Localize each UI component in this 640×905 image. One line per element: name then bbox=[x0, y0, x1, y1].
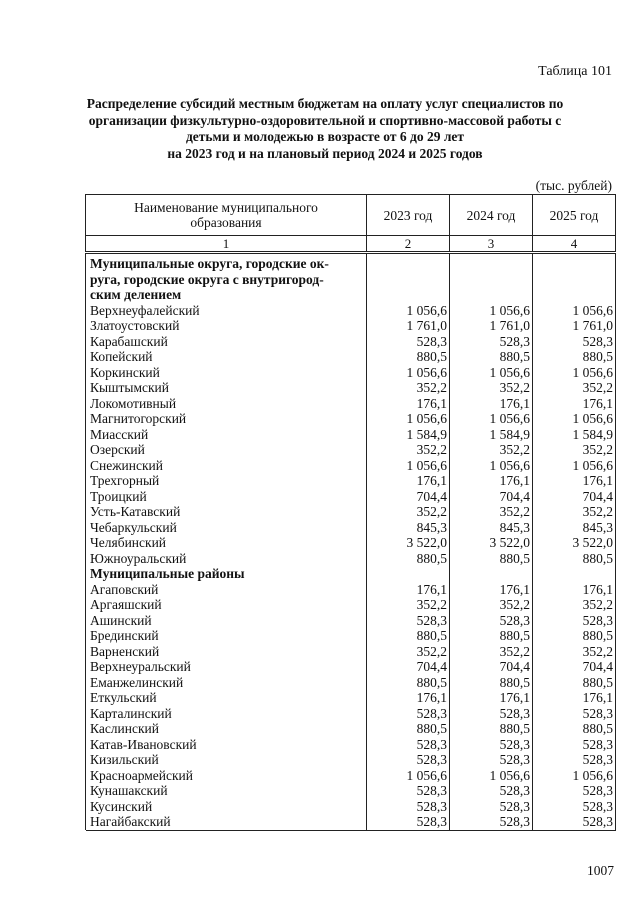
table-row bbox=[86, 458, 616, 474]
municipality-name: Брединский bbox=[86, 628, 367, 644]
value-2025: 176,1 bbox=[533, 690, 616, 706]
header-name-line1: Наименование муниципального bbox=[134, 200, 318, 215]
title-line: организации физкультурно-оздоровительной и спортивно-массовой работы с bbox=[88, 112, 562, 128]
value-2024: 3 522,0 bbox=[450, 535, 533, 551]
value-2025: 352,2 bbox=[533, 597, 616, 613]
municipality-name: Агаповский bbox=[86, 582, 367, 598]
section-title-line: Муниципальные округа, городские ок- bbox=[90, 256, 329, 271]
municipality-name: Троицкий bbox=[86, 489, 367, 505]
empty-cell bbox=[450, 566, 533, 582]
table-row bbox=[86, 504, 616, 520]
municipality-name: Кизильский bbox=[86, 752, 367, 768]
municipality-name: Катав-Ивановский bbox=[86, 737, 367, 753]
section-header-row bbox=[86, 566, 616, 582]
value-2024: 1 056,6 bbox=[450, 458, 533, 474]
title-line: на 2023 год и на плановый период 2024 и 2025 годов bbox=[167, 145, 483, 161]
value-2023: 352,2 bbox=[367, 644, 450, 660]
table-row bbox=[86, 380, 616, 396]
value-2025: 1 056,6 bbox=[533, 458, 616, 474]
table-body bbox=[86, 253, 616, 830]
value-2023: 1 056,6 bbox=[367, 365, 450, 381]
table-row bbox=[86, 442, 616, 458]
value-2024: 704,4 bbox=[450, 659, 533, 675]
municipality-name: Каслинский bbox=[86, 721, 367, 737]
municipality-name: Магнитогорский bbox=[86, 411, 367, 427]
value-2023: 528,3 bbox=[367, 814, 450, 830]
value-2024: 1 056,6 bbox=[450, 365, 533, 381]
value-2024: 880,5 bbox=[450, 721, 533, 737]
table-row bbox=[86, 473, 616, 489]
value-2025: 880,5 bbox=[533, 628, 616, 644]
municipality-name: Карабашский bbox=[86, 334, 367, 350]
municipality-name: Ашинский bbox=[86, 613, 367, 629]
value-2024: 1 761,0 bbox=[450, 318, 533, 334]
municipality-name: Кунашакский bbox=[86, 783, 367, 799]
value-2024: 880,5 bbox=[450, 675, 533, 691]
value-2024: 176,1 bbox=[450, 396, 533, 412]
value-2025: 528,3 bbox=[533, 706, 616, 722]
value-2023: 1 056,6 bbox=[367, 411, 450, 427]
column-number-row bbox=[86, 236, 616, 253]
value-2023: 880,5 bbox=[367, 349, 450, 365]
value-2025: 352,2 bbox=[533, 442, 616, 458]
value-2024: 880,5 bbox=[450, 628, 533, 644]
empty-cell bbox=[450, 253, 533, 303]
section-title-line: ским делением bbox=[90, 287, 182, 302]
value-2024: 352,2 bbox=[450, 597, 533, 613]
table-row bbox=[86, 675, 616, 691]
value-2023: 704,4 bbox=[367, 659, 450, 675]
value-2024: 528,3 bbox=[450, 783, 533, 799]
value-2025: 880,5 bbox=[533, 721, 616, 737]
table-row bbox=[86, 628, 616, 644]
value-2024: 528,3 bbox=[450, 706, 533, 722]
table-row bbox=[86, 690, 616, 706]
table-row bbox=[86, 768, 616, 784]
value-2023: 1 056,6 bbox=[367, 768, 450, 784]
value-2025: 352,2 bbox=[533, 380, 616, 396]
value-2025: 3 522,0 bbox=[533, 535, 616, 551]
units-label: (тыс. рублей) bbox=[535, 178, 612, 193]
municipality-name: Красноармейский bbox=[86, 768, 367, 784]
value-2023: 176,1 bbox=[367, 396, 450, 412]
column-number: 3 bbox=[450, 236, 533, 253]
table-row bbox=[86, 365, 616, 381]
municipality-name: Верхнеуральский bbox=[86, 659, 367, 675]
municipality-name: Златоустовский bbox=[86, 318, 367, 334]
value-2023: 528,3 bbox=[367, 334, 450, 350]
value-2023: 880,5 bbox=[367, 628, 450, 644]
value-2023: 880,5 bbox=[367, 721, 450, 737]
municipality-name: Снежинский bbox=[86, 458, 367, 474]
header-name bbox=[86, 195, 367, 236]
municipality-name: Кыштымский bbox=[86, 380, 367, 396]
section-title bbox=[86, 253, 367, 303]
value-2023: 1 584,9 bbox=[367, 427, 450, 443]
value-2023: 704,4 bbox=[367, 489, 450, 505]
table-row bbox=[86, 597, 616, 613]
table-row bbox=[86, 706, 616, 722]
value-2024: 845,3 bbox=[450, 520, 533, 536]
table-row bbox=[86, 396, 616, 412]
value-2025: 1 761,0 bbox=[533, 318, 616, 334]
municipality-name: Усть-Катавский bbox=[86, 504, 367, 520]
empty-cell bbox=[533, 253, 616, 303]
value-2023: 176,1 bbox=[367, 690, 450, 706]
value-2023: 3 522,0 bbox=[367, 535, 450, 551]
value-2025: 704,4 bbox=[533, 489, 616, 505]
value-2024: 528,3 bbox=[450, 814, 533, 830]
value-2024: 352,2 bbox=[450, 380, 533, 396]
value-2023: 528,3 bbox=[367, 613, 450, 629]
value-2025: 528,3 bbox=[533, 783, 616, 799]
column-number: 1 bbox=[86, 236, 367, 253]
municipality-name: Кусинский bbox=[86, 799, 367, 815]
table-row bbox=[86, 318, 616, 334]
header-row bbox=[86, 195, 616, 236]
value-2023: 880,5 bbox=[367, 551, 450, 567]
value-2025: 1 584,9 bbox=[533, 427, 616, 443]
column-number: 2 bbox=[367, 236, 450, 253]
value-2024: 1 056,6 bbox=[450, 411, 533, 427]
value-2025: 176,1 bbox=[533, 396, 616, 412]
value-2024: 528,3 bbox=[450, 799, 533, 815]
page-number: 1007 bbox=[587, 863, 614, 878]
subsidy-table bbox=[85, 194, 616, 831]
empty-cell bbox=[533, 566, 616, 582]
value-2025: 352,2 bbox=[533, 504, 616, 520]
value-2024: 352,2 bbox=[450, 504, 533, 520]
value-2023: 880,5 bbox=[367, 675, 450, 691]
value-2025: 176,1 bbox=[533, 582, 616, 598]
table-row bbox=[86, 303, 616, 319]
value-2025: 528,3 bbox=[533, 737, 616, 753]
table-title bbox=[60, 96, 590, 162]
table-row bbox=[86, 520, 616, 536]
table-number: Таблица 101 bbox=[538, 64, 612, 79]
value-2025: 528,3 bbox=[533, 613, 616, 629]
municipality-name: Карталинский bbox=[86, 706, 367, 722]
section-title bbox=[86, 566, 367, 582]
value-2024: 176,1 bbox=[450, 690, 533, 706]
value-2025: 528,3 bbox=[533, 752, 616, 768]
municipality-name: Еманжелинский bbox=[86, 675, 367, 691]
value-2025: 528,3 bbox=[533, 334, 616, 350]
municipality-name: Аргаяшский bbox=[86, 597, 367, 613]
value-2023: 1 761,0 bbox=[367, 318, 450, 334]
column-number: 4 bbox=[533, 236, 616, 253]
empty-cell bbox=[367, 253, 450, 303]
title-line: Распределение субсидий местным бюджетам на оплату услуг специалистов по bbox=[86, 96, 564, 111]
value-2024: 176,1 bbox=[450, 473, 533, 489]
value-2024: 176,1 bbox=[450, 582, 533, 598]
municipality-name: Чебаркульский bbox=[86, 520, 367, 536]
municipality-name: Озерский bbox=[86, 442, 367, 458]
value-2025: 704,4 bbox=[533, 659, 616, 675]
value-2024: 352,2 bbox=[450, 644, 533, 660]
value-2025: 845,3 bbox=[533, 520, 616, 536]
value-2023: 352,2 bbox=[367, 380, 450, 396]
value-2023: 352,2 bbox=[367, 442, 450, 458]
municipality-name: Нагайбакский bbox=[86, 814, 367, 830]
value-2025: 1 056,6 bbox=[533, 365, 616, 381]
table-row bbox=[86, 334, 616, 350]
section-header-row bbox=[86, 253, 616, 303]
value-2023: 528,3 bbox=[367, 752, 450, 768]
header-name-line2: образования bbox=[190, 215, 262, 230]
table-row bbox=[86, 535, 616, 551]
municipality-name: Южноуральский bbox=[86, 551, 367, 567]
value-2024: 528,3 bbox=[450, 613, 533, 629]
value-2024: 1 056,6 bbox=[450, 768, 533, 784]
table-row bbox=[86, 582, 616, 598]
value-2023: 528,3 bbox=[367, 737, 450, 753]
value-2023: 352,2 bbox=[367, 597, 450, 613]
municipality-name: Челябинский bbox=[86, 535, 367, 551]
municipality-name: Варненский bbox=[86, 644, 367, 660]
value-2024: 704,4 bbox=[450, 489, 533, 505]
value-2025: 880,5 bbox=[533, 551, 616, 567]
value-2025: 1 056,6 bbox=[533, 411, 616, 427]
municipality-name: Верхнеуфалейский bbox=[86, 303, 367, 319]
value-2023: 352,2 bbox=[367, 504, 450, 520]
municipality-name: Коркинский bbox=[86, 365, 367, 381]
value-2024: 1 584,9 bbox=[450, 427, 533, 443]
value-2025: 1 056,6 bbox=[533, 303, 616, 319]
table-row bbox=[86, 752, 616, 768]
value-2023: 528,3 bbox=[367, 783, 450, 799]
value-2025: 352,2 bbox=[533, 644, 616, 660]
value-2024: 528,3 bbox=[450, 737, 533, 753]
value-2025: 880,5 bbox=[533, 349, 616, 365]
municipality-name: Миасский bbox=[86, 427, 367, 443]
value-2024: 880,5 bbox=[450, 551, 533, 567]
municipality-name: Трехгорный bbox=[86, 473, 367, 489]
value-2023: 176,1 bbox=[367, 473, 450, 489]
table-row bbox=[86, 721, 616, 737]
value-2023: 845,3 bbox=[367, 520, 450, 536]
value-2024: 880,5 bbox=[450, 349, 533, 365]
value-2023: 1 056,6 bbox=[367, 458, 450, 474]
table-row bbox=[86, 427, 616, 443]
table-row bbox=[86, 737, 616, 753]
empty-cell bbox=[367, 566, 450, 582]
table-row bbox=[86, 411, 616, 427]
header-2023: 2023 год bbox=[367, 195, 450, 236]
value-2025: 880,5 bbox=[533, 675, 616, 691]
table-row bbox=[86, 644, 616, 660]
value-2025: 528,3 bbox=[533, 814, 616, 830]
title-line: детьми и молодежью в возрасте от 6 до 29 лет bbox=[185, 129, 465, 144]
table-row bbox=[86, 783, 616, 799]
table-row bbox=[86, 659, 616, 675]
value-2023: 528,3 bbox=[367, 799, 450, 815]
value-2024: 1 056,6 bbox=[450, 303, 533, 319]
table-row bbox=[86, 349, 616, 365]
header-2025: 2025 год bbox=[533, 195, 616, 236]
value-2024: 528,3 bbox=[450, 334, 533, 350]
value-2023: 1 056,6 bbox=[367, 303, 450, 319]
municipality-name: Копейский bbox=[86, 349, 367, 365]
table-row bbox=[86, 551, 616, 567]
table-row bbox=[86, 613, 616, 629]
section-title-line: Муниципальные районы bbox=[90, 566, 245, 581]
value-2024: 352,2 bbox=[450, 442, 533, 458]
value-2025: 176,1 bbox=[533, 473, 616, 489]
table-row bbox=[86, 799, 616, 815]
municipality-name: Локомотивный bbox=[86, 396, 367, 412]
value-2023: 176,1 bbox=[367, 582, 450, 598]
value-2025: 1 056,6 bbox=[533, 768, 616, 784]
value-2023: 528,3 bbox=[367, 706, 450, 722]
value-2024: 528,3 bbox=[450, 752, 533, 768]
table-row bbox=[86, 489, 616, 505]
table-row bbox=[86, 814, 616, 830]
value-2025: 528,3 bbox=[533, 799, 616, 815]
section-title-line: руга, городские округа с внутригород- bbox=[90, 271, 324, 287]
header-2024: 2024 год bbox=[450, 195, 533, 236]
municipality-name: Еткульский bbox=[86, 690, 367, 706]
